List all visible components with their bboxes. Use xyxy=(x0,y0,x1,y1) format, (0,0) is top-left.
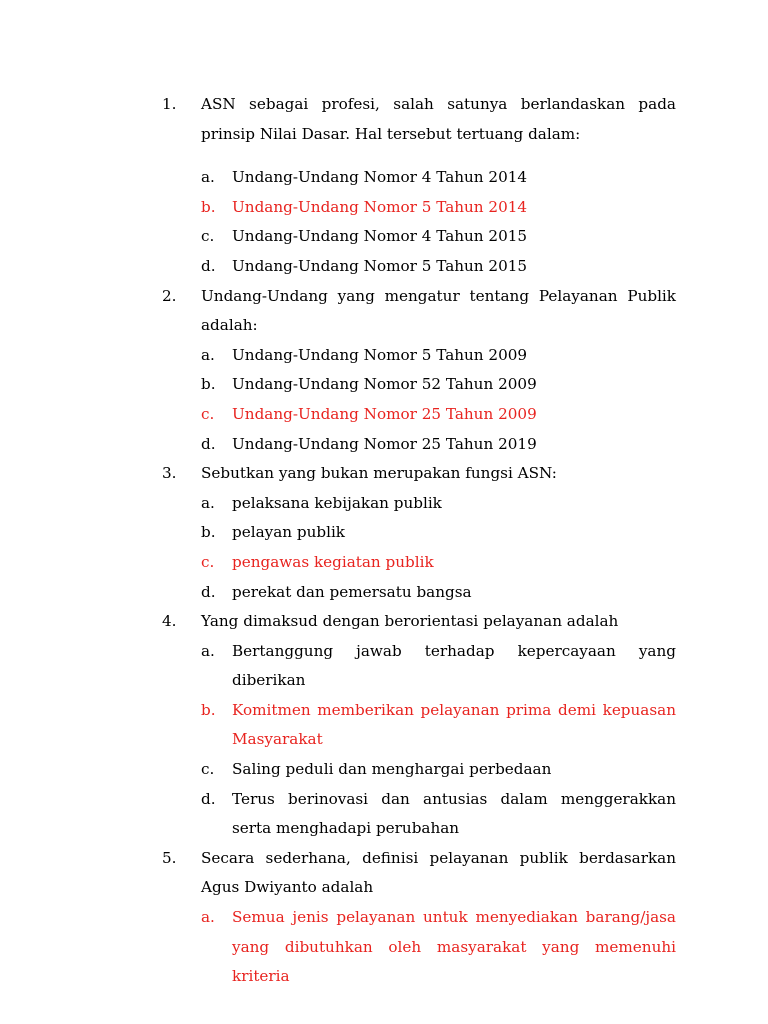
option-a xyxy=(201,489,676,519)
option-b-correct xyxy=(201,696,676,755)
option-b xyxy=(201,518,676,548)
question-number: 4. xyxy=(162,612,177,631)
option-letter: b. xyxy=(201,375,216,394)
option-letter: d. xyxy=(201,256,216,275)
option-a-correct xyxy=(201,903,676,992)
option-letter: a. xyxy=(201,493,215,512)
question-2 xyxy=(162,282,676,341)
option-letter: d. xyxy=(201,582,216,601)
option-text: Undang-Undang Nomor 5 Tahun 2015 xyxy=(232,256,528,275)
options-list xyxy=(201,163,676,281)
option-letter: c. xyxy=(201,404,215,423)
option-b xyxy=(201,370,676,400)
question-text: Sebutkan yang bukan merupakan fungsi ASN: xyxy=(201,464,557,483)
options-list xyxy=(201,637,676,844)
option-c xyxy=(201,755,676,785)
option-text: Undang-Undang Nomor 5 Tahun 2014 xyxy=(232,197,528,216)
option-letter: c. xyxy=(201,552,215,571)
option-text: Saling peduli dan menghargai perbedaan xyxy=(232,760,552,779)
option-letter: b. xyxy=(201,523,216,542)
option-letter: a. xyxy=(201,641,215,660)
option-letter: a. xyxy=(201,908,215,927)
question-1 xyxy=(162,90,676,149)
option-d xyxy=(201,252,676,282)
option-letter: a. xyxy=(201,168,215,187)
question-number: 3. xyxy=(162,464,177,483)
options-list xyxy=(201,489,676,607)
question-number: 2. xyxy=(162,286,177,305)
option-letter: a. xyxy=(201,345,215,364)
question-text: Yang dimaksud dengan berorientasi pelayanan adalah xyxy=(201,612,619,631)
option-a xyxy=(201,341,676,371)
option-letter: d. xyxy=(201,789,216,808)
option-d xyxy=(201,578,676,608)
option-text: pelayan publik xyxy=(232,523,346,542)
question-5 xyxy=(162,844,676,903)
option-text: Undang-Undang Nomor 4 Tahun 2015 xyxy=(232,227,528,246)
option-c xyxy=(201,222,676,252)
option-text: Undang-Undang Nomor 52 Tahun 2009 xyxy=(232,375,537,394)
question-text: Secara sederhana, definisi pelayanan publik berdasarkan Agus Dwiyanto adalah xyxy=(201,848,676,897)
option-letter: c. xyxy=(201,227,215,246)
option-a xyxy=(201,163,676,193)
option-text: Undang-Undang Nomor 25 Tahun 2009 xyxy=(232,404,537,423)
option-text: Bertanggung jawab terhadap kepercayaan yang diberikan xyxy=(232,641,676,690)
option-text: Undang-Undang Nomor 4 Tahun 2014 xyxy=(232,168,528,187)
question-text: Undang-Undang yang mengatur tentang Pelayanan Publik adalah: xyxy=(201,286,676,335)
option-b-correct xyxy=(201,193,676,223)
option-text: Semua jenis pelayanan untuk menyediakan barang/jasa yang dibutuhkan oleh masyarakat yang memenuhi kriteria xyxy=(232,908,676,986)
option-d xyxy=(201,430,676,460)
option-text: Undang-Undang Nomor 25 Tahun 2019 xyxy=(232,434,537,453)
option-letter: b. xyxy=(201,197,216,216)
option-text: pelaksana kebijakan publik xyxy=(232,493,442,512)
option-text: Terus berinovasi dan antusias dalam menggerakkan serta menghadapi perubahan xyxy=(232,789,676,838)
option-text: perekat dan pemersatu bangsa xyxy=(232,582,472,601)
option-letter: d. xyxy=(201,434,216,453)
option-text: Komitmen memberikan pelayanan prima demi kepuasan Masyarakat xyxy=(232,700,676,749)
question-4 xyxy=(162,607,676,637)
option-c-correct xyxy=(201,400,676,430)
options-list xyxy=(201,903,676,992)
question-text: ASN sebagai profesi, salah satunya berlandaskan pada prinsip Nilai Dasar. Hal tersebut tertuang dalam: xyxy=(201,95,676,143)
question-number: 5. xyxy=(162,848,177,867)
question-number: 1. xyxy=(162,95,177,113)
options-list xyxy=(201,341,676,459)
spacer xyxy=(162,149,676,163)
option-text: pengawas kegiatan publik xyxy=(232,552,434,571)
option-letter: c. xyxy=(201,760,215,779)
option-letter: b. xyxy=(201,700,216,719)
option-a xyxy=(201,637,676,696)
option-text: Undang-Undang Nomor 5 Tahun 2009 xyxy=(232,345,528,364)
option-d xyxy=(201,785,676,844)
option-c-correct xyxy=(201,548,676,578)
question-3 xyxy=(162,459,676,489)
